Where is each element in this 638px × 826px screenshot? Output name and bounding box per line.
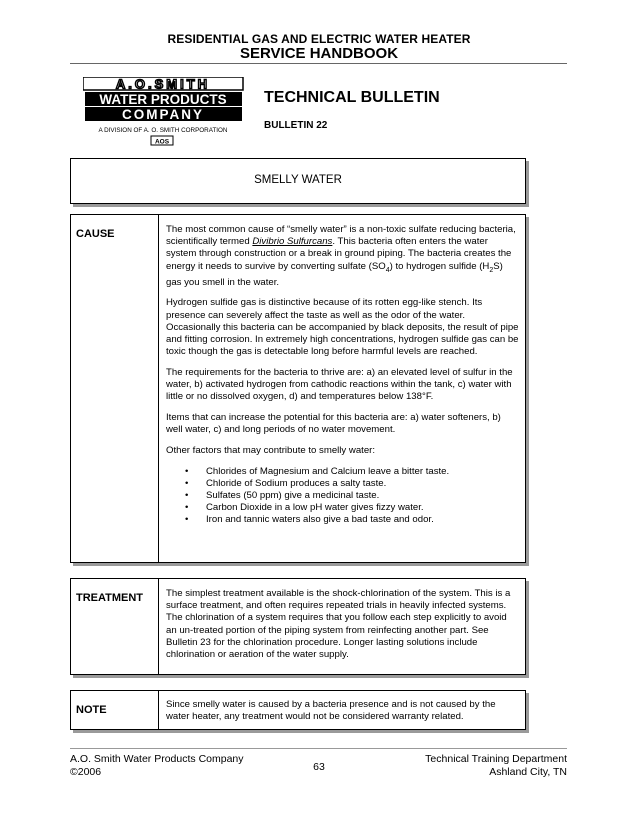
logo-division: A DIVISION OF A. O. SMITH CORPORATION xyxy=(98,127,228,134)
cause-label-cell xyxy=(71,215,159,562)
treatment-text: The simplest treatment available is the shock-chlorination of the system. This is a surface treatment, and often requires repeated trials in heavily infected systems. The chlorination of a system requires that you follow each step explicitly to avoid an un-treated portion of the piping system from reinfecting another part. See Bulletin 23 for the chlorination procedure. Longer lasting solutions include chlorination or aeration of the water supply. xyxy=(166,588,511,661)
cause-body xyxy=(166,224,519,527)
logo-text-line3: COMPANY xyxy=(121,107,205,122)
logo-badge: AOS xyxy=(154,138,170,146)
treatment-label-cell xyxy=(71,579,159,674)
list-item: • Chlorides of Magnesium and Calcium leave a bitter taste. xyxy=(166,466,519,478)
treatment-section xyxy=(70,578,526,675)
footer-company: A.O. Smith Water Products Company xyxy=(70,753,244,765)
list-item: • Iron and tannic waters also give a bad taste and odor. xyxy=(166,514,519,526)
footer-right xyxy=(425,753,567,779)
logo-text-line1: A.O.SMITH xyxy=(115,77,211,92)
note-body xyxy=(166,699,519,723)
note-text: Since smelly water is caused by a bacteria presence and is not caused by the water heater, any treatment would not be considered warranty related. xyxy=(166,699,496,723)
contributing-factors-list xyxy=(166,466,519,527)
bacteria-term: Divibrio Sulfurcans xyxy=(252,236,333,248)
footer-location: Ashland City, TN xyxy=(489,766,567,778)
cause-paragraph-2: Hydrogen sulfide gas is distinctive because of its rotten egg-like stench. Its presence can severely affect the taste as well as the odor of the water. Occasionally this bacteria can be accompanied by black deposits, the result of pipe and fitting corrosion. In extremely high concentrations, hydrogen sulfide gas can be toxic though the gas is detectable long before harmful levels are reached. xyxy=(166,297,519,358)
footer-department: Technical Training Department xyxy=(425,753,567,765)
page-number: 63 xyxy=(313,761,325,773)
cause-paragraph-3: The requirements for the bacteria to thrive are: a) an elevated level of sulfur in the water, b) activated hydrogen from cathodic reactions within the tank, c) water with little or no dissolved oxygen, d) and temperatures below 138°F. xyxy=(166,366,513,403)
cause-label: CAUSE xyxy=(76,228,115,240)
cause-paragraph-5: Other factors that may contribute to smelly water: xyxy=(166,444,376,456)
treatment-label: TREATMENT xyxy=(76,592,144,604)
cause-section xyxy=(70,214,526,563)
note-section xyxy=(70,690,526,730)
handbook-header-line2: SERVICE HANDBOOK xyxy=(239,45,399,62)
bulletin-title: TECHNICAL BULLETIN xyxy=(264,89,440,106)
note-label: NOTE xyxy=(76,704,107,716)
company-logo xyxy=(83,77,251,147)
list-item: • Sulfates (50 ppm) give a medicinal taste. xyxy=(166,490,519,502)
list-item: • Chloride of Sodium produces a salty taste. xyxy=(166,478,519,490)
cause-paragraph-1: The most common cause of “smelly water” is a non-toxic sulfate reducing bacteria, scientifically termed Divibrio Sulfurcans. This bacteria often enters the water system through construction or a break in ground piping. The bacteria creates the energy it needs to survive by converting sulfate $(SO_4)$ to hydrogen sulfide $(H_2S)$ gas you smell in the water. xyxy=(166,224,516,288)
logo-text-line2: WATER PRODUCTS xyxy=(99,92,227,107)
bulletin-number: BULLETIN 22 xyxy=(264,120,328,131)
cause-paragraph-4: Items that can increase the potential for this bacteria are: a) water softeners, b) well water, c) and long periods of no water movement. xyxy=(166,412,501,436)
footer-copyright: ©2006 xyxy=(70,766,102,778)
handbook-header-line1: RESIDENTIAL GAS AND ELECTRIC WATER HEATER xyxy=(167,32,471,46)
note-label-cell xyxy=(71,691,159,729)
footer-divider xyxy=(70,748,567,749)
subject-box xyxy=(70,158,526,204)
treatment-body xyxy=(166,588,519,661)
subject-title: SMELLY WATER xyxy=(254,174,342,186)
list-item: • Carbon Dioxide in a low pH water gives fizzy water. xyxy=(166,502,519,514)
header-divider xyxy=(70,63,567,64)
